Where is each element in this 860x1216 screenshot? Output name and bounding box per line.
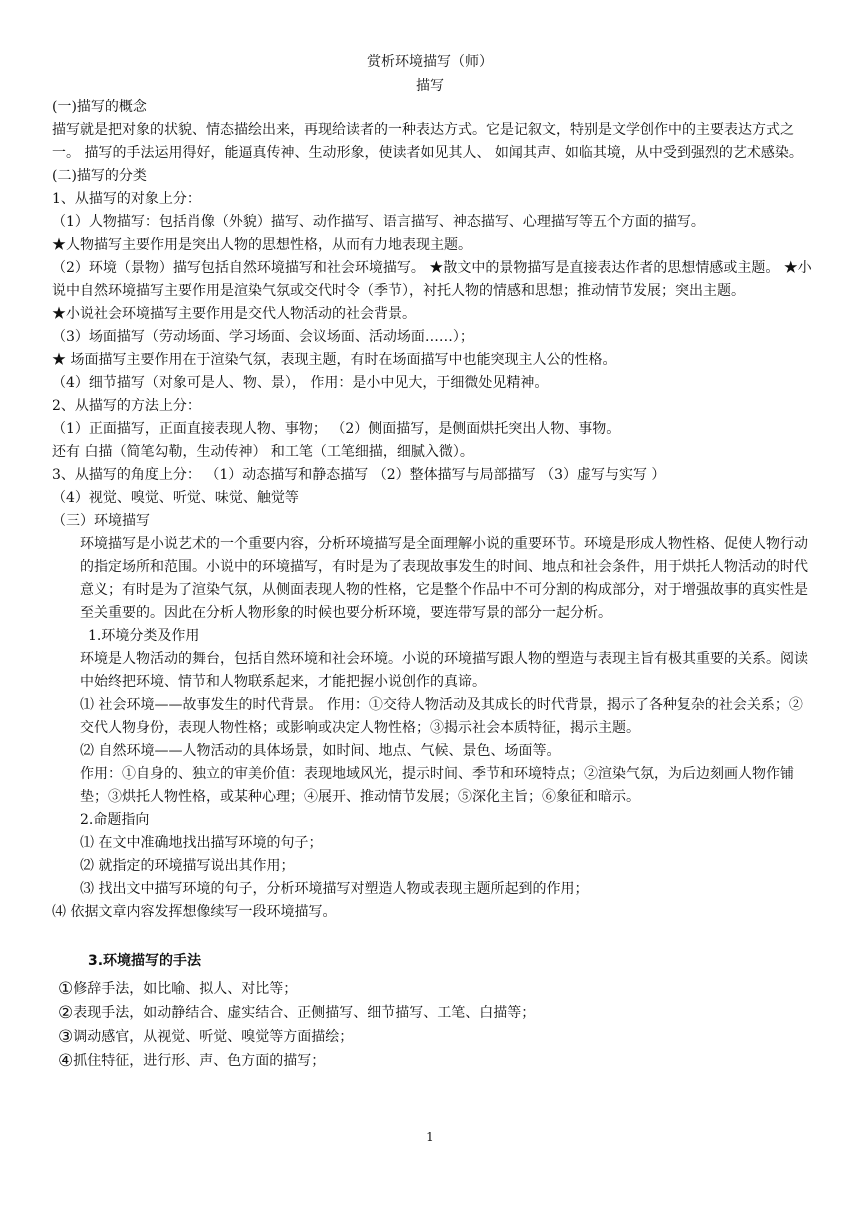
list-item: ⑶ 找出文中描写环境的句子，分析环境描写对塑造人物或表现主题所起到的作用； [80,881,589,897]
list-item [52,1001,812,1025]
list-item: 还有 白描（简笔勾勒，生动传神） 和工笔（工笔细描，细腻入微）。 [52,444,474,460]
subheading-question-direction: 2.命题指向 [80,812,150,828]
list-item: （3）场面描写（劳动场面、学习场面、会议场面、活动场面……）； [52,329,474,345]
list-item: （1）正面描写，正面直接表现人物、事物； （2）侧面描写，是侧面烘托突出人物、事物。 [52,421,621,437]
circled-number: ③ [58,1027,74,1047]
list-item: 3、从描写的角度上分： （1）动态描写和静态描写 （2）整体描写与局部描写 （3）虚写与实写 ） [52,467,666,483]
paragraph-environment-stage: 环境是人物活动的舞台，包括自然环境和社会环境。小说的环境描写跟人物的塑造与表现主旨有极其重要的关系。阅读中始终把环境、情节和人物联系起来，才能把握小说创作的真谛。 [80,651,808,690]
paragraph-natural-environment: ⑵ 自然环境——人物活动的具体场景，如时间、地点、气候、景色、场面等。 [80,743,561,759]
list-item: ⑷ 依据文章内容发挥想像续写一段环境描写。 [52,904,337,920]
list-item: 1、从描写的对象上分： [52,191,201,207]
subheading-techniques: 3.环境描写的手法 [88,953,202,969]
page-number: 1 [426,1130,434,1144]
list-item: （1）人物描写：包括肖像（外貌）描写、动作描写、语言描写、神态描写、心理描写等五个方面的描写。 [52,214,705,230]
section-heading-classification: (二)描写的分类 [52,168,147,184]
paragraph-function: 作用：①自身的、独立的审美价值：表现地域风光，提示时间、季节和环境特点；②渲染气氛，为后边刻画人物作铺垫；③烘托人物性格，或某种心理；④展开、推动情节发展；⑤深化主旨；⑥象征和暗示。 [80,766,794,805]
paragraph-social-environment: ⑴ 社会环境——故事发生的时代背景。 作用：①交待人物活动及其成长的时代背景，揭示了各种复杂的社会关系；②交代人物身份，表现人物性格；或影响或决定人物性格；③揭示社会本质特征，揭示主题。 [80,697,803,736]
spacer [52,924,812,950]
document-title: 赏析环境描写（师） [367,54,493,70]
method-text: 调动感官，从视觉、听觉、嗅觉等方面描绘； [73,1029,354,1045]
list-item: 2、从描写的方法上分： [52,398,201,414]
list-item: ★人物描写主要作用是突出人物的思想性格，从而有力地表现主题。 [52,237,472,253]
list-item [52,977,812,1001]
list-item [52,1049,812,1073]
section-heading-concept: (一)描写的概念 [52,99,147,115]
list-item: （4）视觉、嗅觉、听觉、味觉、触觉等 [52,490,299,506]
list-item: ★小说社会环境描写主要作用是交代人物活动的社会背景。 [52,306,416,322]
method-text: 表现手法，如动静结合、虚实结合、正侧描写、细节描写、工笔、白描等； [73,1005,536,1021]
paragraph-environment-desc: （2）环境（景物）描写包括自然环境描写和社会环境描写。 ★散文中的景物描写是直接表达作者的思想情感或主题。 ★小说中自然环境描写主要作用是渲染气氛或交代时令（季节），衬托人物的情感和思想；推动情节发展；突出主题。 [52,260,812,299]
paragraph-concept: 描写就是把对象的状貌、情态描绘出来，再现给读者的一种表达方式。它是记叙文，特别是文学创作中的主要表达方式之一。 描写的手法运用得好，能逼真传神、生动形象，使读者如见其人、 如闻其声、如临其境，从中受到强烈的艺术感染。 [52,122,803,161]
circled-number: ② [58,1003,74,1023]
method-text: 抓住特征，进行形、声、色方面的描写； [73,1053,326,1069]
document-subtitle: 描写 [416,78,444,94]
document-body [52,96,812,1073]
list-item [52,1025,812,1049]
list-item: ⑵ 就指定的环境描写说出其作用； [80,858,295,874]
subheading-classification: 1.环境分类及作用 [88,628,200,644]
circled-number: ① [58,979,74,999]
method-text: 修辞手法，如比喻、拟人、对比等； [73,981,298,997]
section-heading-environment: （三）环境描写 [52,513,150,529]
circled-number: ④ [58,1051,74,1071]
paragraph-environment-intro: 环境描写是小说艺术的一个重要内容，分析环境描写是全面理解小说的重要环节。环境是形成人物性格、促使人物行动的指定场所和范围。小说中的环境描写，有时是为了表现故事发生的时间、地点和社会条件，用于烘托人物活动的时代意义；有时是为了渲染气氛，从侧面表现人物的性格，它是整个作品中不可分割的构成部分，对于增强故事的真实性是至关重要的。因此在分析人物形象的时候也要分析环境，要连带写景的部分一起分析。 [80,536,808,621]
list-item: ★ 场面描写主要作用在于渲染气氛，表现主题，有时在场面描写中也能突现主人公的性格。 [52,352,617,368]
list-item: ⑴ 在文中准确地找出描写环境的句子； [80,835,323,851]
list-item: （4）细节描写（对象可是人、物、景）， 作用：是小中见大，于细微处见精神。 [52,375,549,391]
